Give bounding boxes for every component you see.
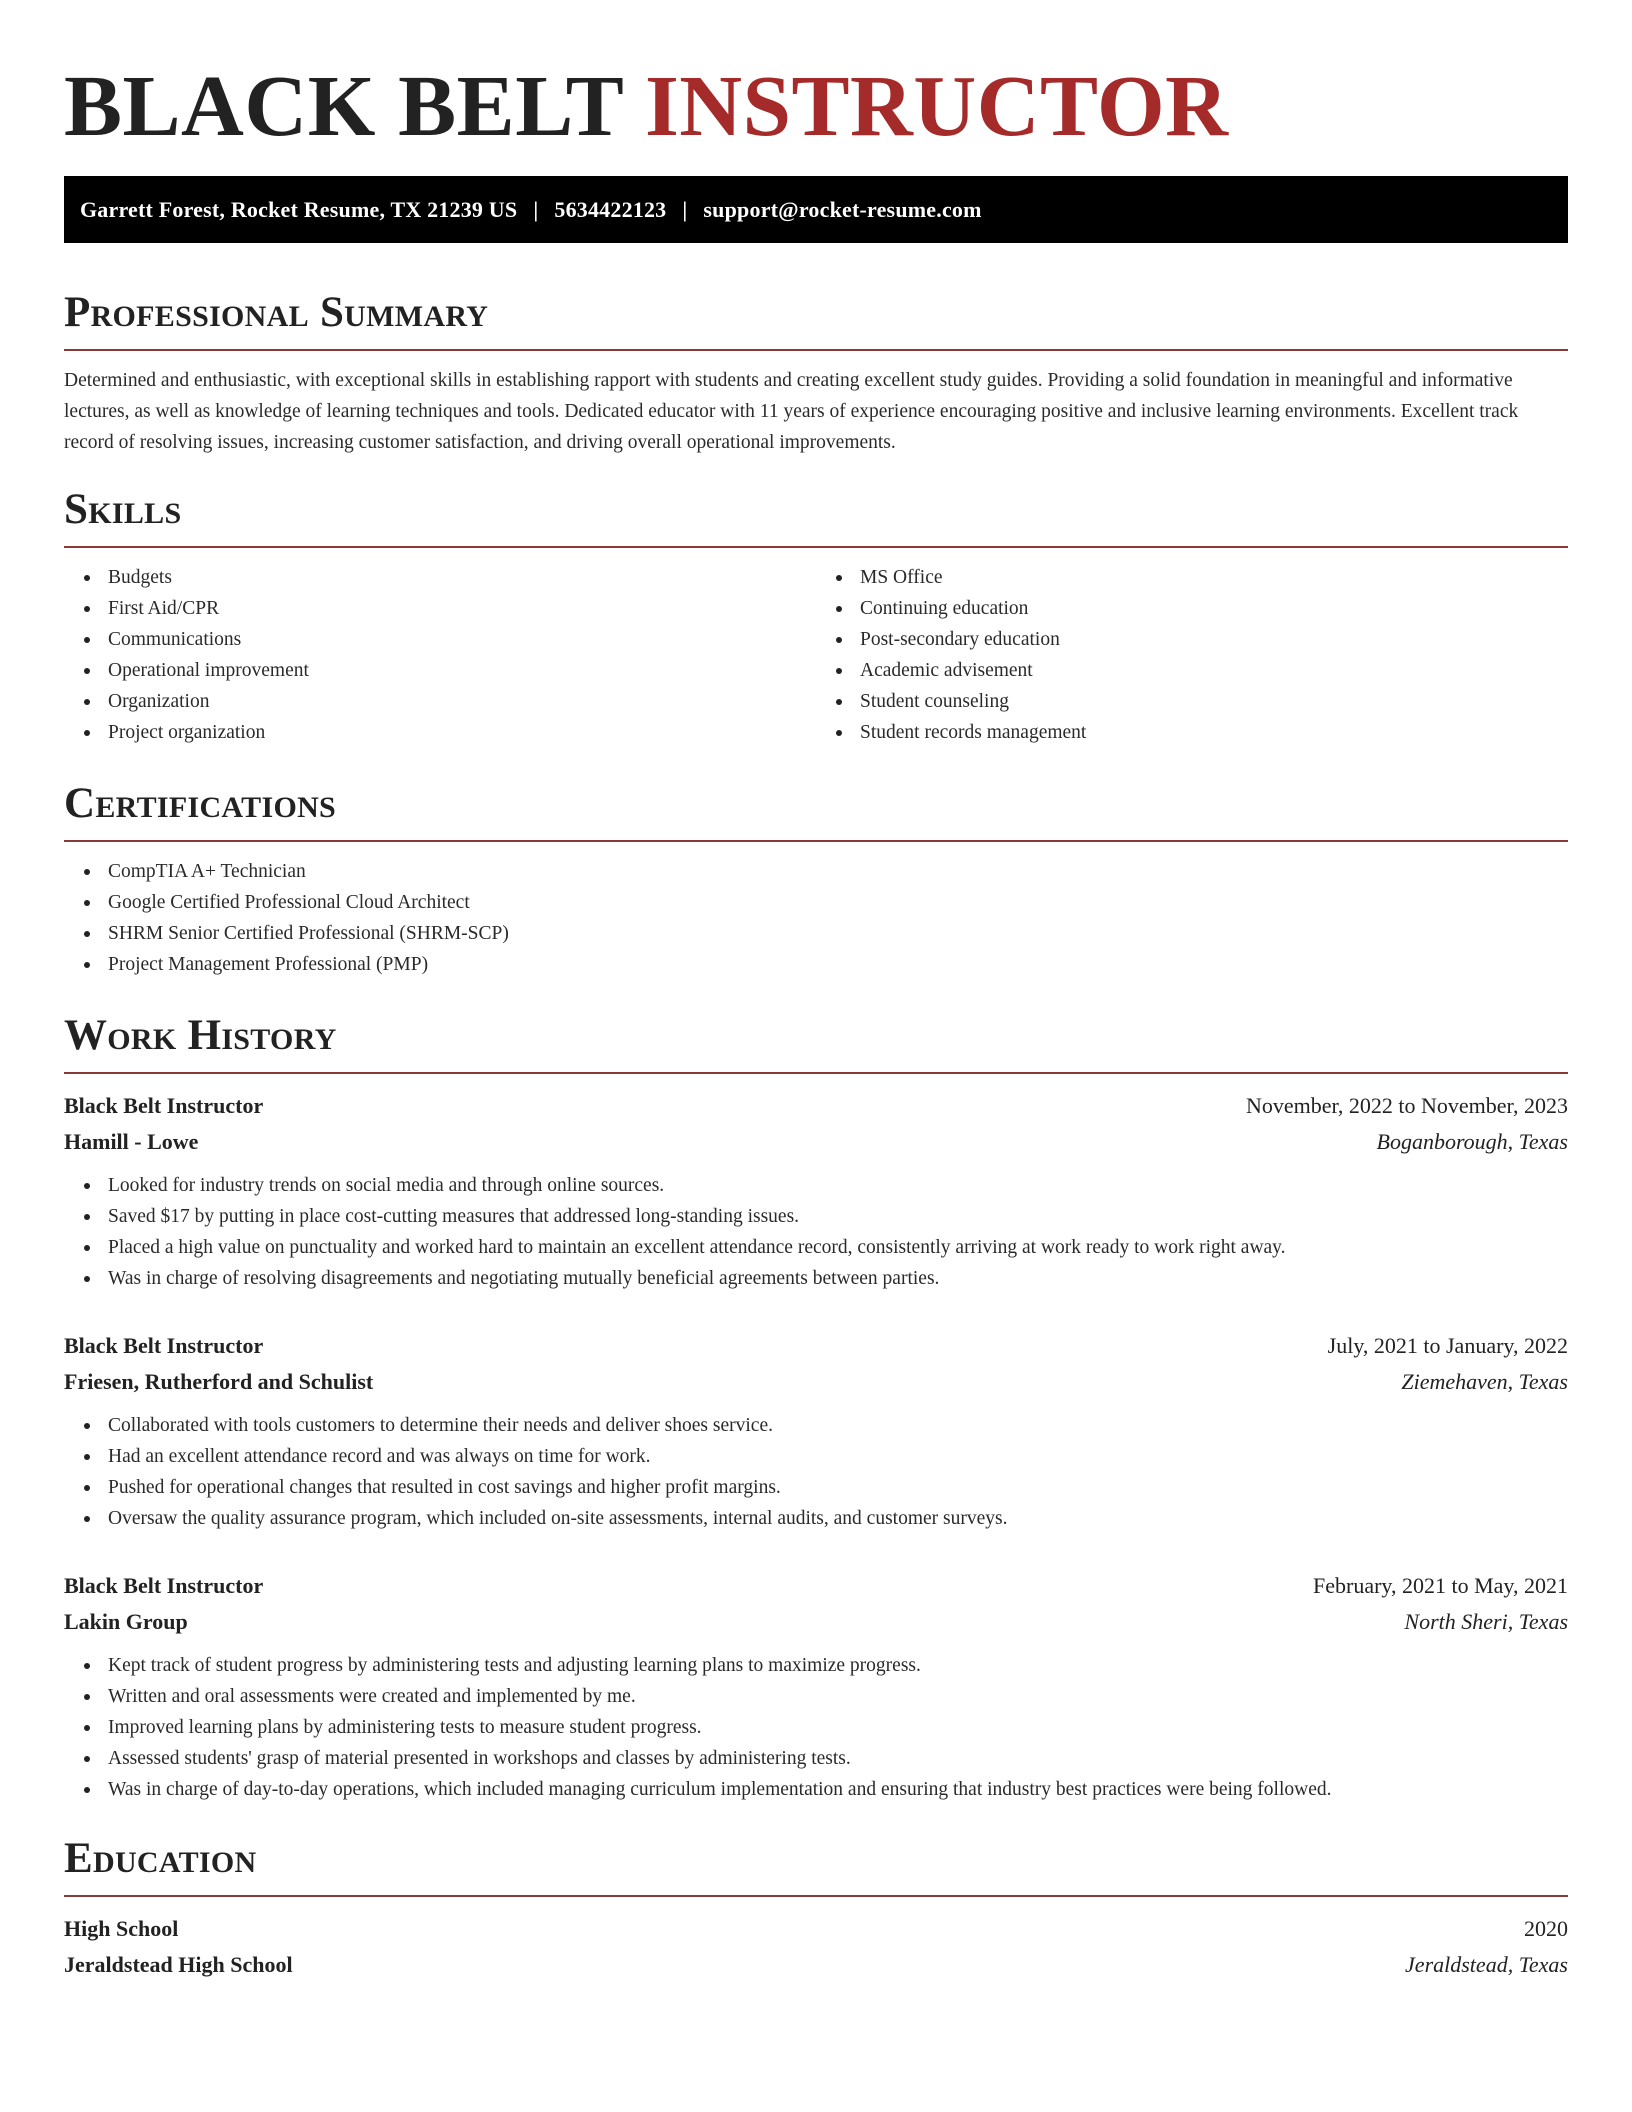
- skill-item: Student records management: [816, 717, 1568, 748]
- summary-section: [64, 287, 1568, 458]
- job-duty-item: Was in charge of day-to-day operations, which included managing curriculum implementation and ensuring that industry best practices were being followed.: [64, 1774, 1568, 1805]
- skill-item: Student counseling: [816, 686, 1568, 717]
- job-company: Friesen, Rutherford and Schulist: [64, 1369, 374, 1394]
- job-duty-item: Kept track of student progress by administering tests and adjusting learning plans to maximize progress.: [64, 1650, 1568, 1681]
- job-duties-list: [64, 1410, 1568, 1534]
- contact-address: Garrett Forest, Rocket Resume, TX 21239 US: [80, 196, 518, 222]
- job-location: Ziemehaven, Texas: [1401, 1369, 1568, 1394]
- job-duty-item: Improved learning plans by administering tests to measure student progress.: [64, 1712, 1568, 1743]
- job-header-row: [64, 1328, 1568, 1364]
- job-duty-item: Was in charge of resolving disagreements and negotiating mutually beneficial agreements between parties.: [64, 1263, 1568, 1294]
- job-company: Lakin Group: [64, 1609, 188, 1634]
- certifications-list: [64, 856, 1568, 980]
- skill-item: MS Office: [816, 562, 1568, 593]
- job-location: North Sheri, Texas: [1404, 1609, 1568, 1634]
- section-divider: [64, 1895, 1568, 1897]
- skill-item: Operational improvement: [64, 655, 816, 686]
- certification-item: Google Certified Professional Cloud Architect: [64, 887, 1568, 918]
- job-duty-item: Had an excellent attendance record and was always on time for work.: [64, 1441, 1568, 1472]
- education-school-row: [64, 1947, 1568, 1983]
- section-divider: [64, 546, 1568, 548]
- job-title: Black Belt Instructor: [64, 1093, 264, 1118]
- skills-column-right: [816, 562, 1568, 748]
- job-title: Black Belt Instructor: [64, 1573, 264, 1598]
- job-duty-item: Placed a high value on punctuality and worked hard to maintain an excellent attendance record, consistently arriving at work ready to work right away.: [64, 1232, 1568, 1263]
- skill-item: Continuing education: [816, 593, 1568, 624]
- job-entry: [64, 1568, 1568, 1805]
- skills-section: [64, 484, 1568, 748]
- job-duties-list: [64, 1650, 1568, 1805]
- work-history-title: Work History: [64, 1012, 337, 1059]
- job-header-row: [64, 1088, 1568, 1124]
- job-duty-item: Pushed for operational changes that resulted in cost savings and higher profit margins.: [64, 1472, 1568, 1503]
- summary-title: Professional Summary: [64, 289, 489, 336]
- job-duty-item: Oversaw the quality assurance program, which included on-site assessments, internal audits, and customer surveys.: [64, 1503, 1568, 1534]
- job-dates: November, 2022 to November, 2023: [1245, 1093, 1568, 1118]
- education-section: [64, 1833, 1568, 1983]
- certifications-section: [64, 778, 1568, 980]
- skills-title: Skills: [64, 486, 182, 533]
- job-company-row: [64, 1124, 1568, 1160]
- job-duty-item: Written and oral assessments were created and implemented by me.: [64, 1681, 1568, 1712]
- skill-item: Academic advisement: [816, 655, 1568, 686]
- contact-separator: |: [682, 196, 688, 222]
- education-school: Jeraldstead High School: [64, 1952, 293, 1977]
- contact-email: support@rocket-resume.com: [703, 196, 982, 222]
- job-company-row: [64, 1364, 1568, 1400]
- job-company-row: [64, 1604, 1568, 1640]
- section-divider: [64, 840, 1568, 842]
- job-duty-item: Saved $17 by putting in place cost-cutting measures that addressed long-standing issues.: [64, 1201, 1568, 1232]
- job-dates: February, 2021 to May, 2021: [1313, 1573, 1568, 1598]
- job-entry: [64, 1328, 1568, 1534]
- education-entry: [64, 1911, 1568, 1983]
- section-divider: [64, 349, 1568, 351]
- certifications-title: Certifications: [64, 780, 337, 827]
- certification-item: Project Management Professional (PMP): [64, 949, 1568, 980]
- skill-item: Communications: [64, 624, 816, 655]
- skill-item: First Aid/CPR: [64, 593, 816, 624]
- certification-item: CompTIA A+ Technician: [64, 856, 1568, 887]
- job-dates: July, 2021 to January, 2022: [1327, 1333, 1568, 1358]
- certification-item: SHRM Senior Certified Professional (SHRM-SCP): [64, 918, 1568, 949]
- job-duty-item: Collaborated with tools customers to determine their needs and deliver shoes service.: [64, 1410, 1568, 1441]
- skills-list-right: [816, 562, 1568, 748]
- skill-item: Project organization: [64, 717, 816, 748]
- skills-grid: [64, 562, 1568, 748]
- resume-name-heading: [64, 56, 1568, 156]
- education-title: Education: [64, 1835, 257, 1882]
- job-duties-list: [64, 1170, 1568, 1294]
- contact-phone: 5634422123: [554, 196, 667, 222]
- skill-item: Organization: [64, 686, 816, 717]
- skill-item: Post-secondary education: [816, 624, 1568, 655]
- work-history-section: [64, 1010, 1568, 1805]
- job-company: Hamill - Lowe: [64, 1129, 199, 1154]
- name-part-2: INSTRUCTOR: [644, 57, 1229, 154]
- job-title: Black Belt Instructor: [64, 1333, 264, 1358]
- job-duty-item: Looked for industry trends on social media and through online sources.: [64, 1170, 1568, 1201]
- skill-item: Budgets: [64, 562, 816, 593]
- contact-separator: |: [533, 196, 539, 222]
- education-year: 2020: [1524, 1916, 1568, 1941]
- section-divider: [64, 1072, 1568, 1074]
- education-location: Jeraldstead, Texas: [1405, 1952, 1568, 1977]
- contact-bar: [64, 176, 1568, 243]
- education-degree: High School: [64, 1916, 179, 1941]
- skills-list-left: [64, 562, 816, 748]
- skills-column-left: [64, 562, 816, 748]
- name-part-1: BLACK BELT: [64, 57, 623, 154]
- job-header-row: [64, 1568, 1568, 1604]
- job-entry: [64, 1088, 1568, 1294]
- summary-text: Determined and enthusiastic, with exceptional skills in establishing rapport with students and creating excellent study guides. Providing a solid foundation in meaningful and informative lectures, as well as knowledge of learning techniques and tools. Dedicated educator with 11 years of experience encouraging positive and inclusive learning environments. Excellent track record of resolving issues, increasing customer satisfaction, and driving overall operational improvements.: [64, 370, 1519, 453]
- education-header-row: [64, 1911, 1568, 1947]
- job-duty-item: Assessed students' grasp of material presented in workshops and classes by administering tests.: [64, 1743, 1568, 1774]
- job-location: Boganborough, Texas: [1376, 1129, 1568, 1154]
